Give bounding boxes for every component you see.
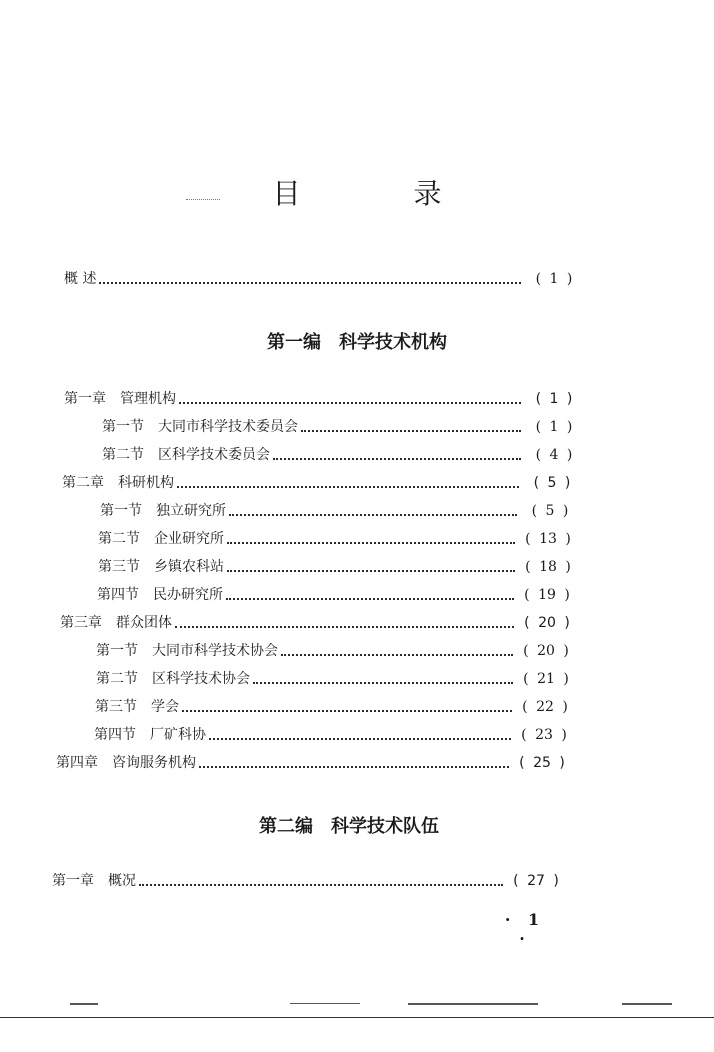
toc-row-chapter[interactable] <box>52 870 566 892</box>
toc-row-chapter[interactable] <box>60 612 577 634</box>
section-number: 第二节 <box>96 671 138 687</box>
toc-page: ( 18 ) <box>525 559 571 575</box>
page-bottom-rule <box>0 1017 714 1018</box>
toc-row-chapter[interactable] <box>62 472 582 494</box>
part-title: 科学技术队伍 <box>331 816 439 837</box>
toc-row-chapter[interactable] <box>56 752 572 774</box>
chapter-number: 第一章 <box>64 391 106 407</box>
leader-dots <box>281 654 513 656</box>
leader-dots <box>227 570 515 572</box>
section-title: 乡镇农科站 <box>154 559 224 575</box>
section-number: 第三节 <box>98 559 140 575</box>
leader-dots <box>175 626 514 628</box>
section-title: 大同市科学技术委员会 <box>158 419 298 435</box>
toc-row-section[interactable] <box>102 416 584 438</box>
section-number: 第一节 <box>96 643 138 659</box>
toc-page: ( 20 ) <box>523 643 569 659</box>
leader-dots <box>182 710 512 712</box>
leader-dots <box>209 738 511 740</box>
leader-dots <box>227 542 515 544</box>
toc-page: ( 1 ) <box>535 271 573 287</box>
toc-page: ( 5 ) <box>533 475 571 491</box>
section-title: 独立研究所 <box>156 503 226 519</box>
toc-row-section[interactable] <box>97 584 577 606</box>
leader-dots <box>177 486 519 488</box>
toc-page: ( 22 ) <box>522 699 568 715</box>
toc-row-section[interactable] <box>98 528 578 550</box>
page-title: 目 录 <box>272 177 494 210</box>
chapter-number: 第四章 <box>56 755 98 771</box>
leader-dots <box>199 766 509 768</box>
chapter-number: 第二章 <box>62 475 104 491</box>
section-title: 企业研究所 <box>154 531 224 547</box>
chapter-number: 第三章 <box>60 615 102 631</box>
toc-page: ( 1 ) <box>535 391 573 407</box>
section-number: 第一节 <box>100 503 142 519</box>
toc-page: ( 1 ) <box>535 419 573 435</box>
toc-row-section[interactable] <box>96 640 576 662</box>
scan-mark <box>622 1003 672 1005</box>
toc-page: ( 23 ) <box>521 727 567 743</box>
toc-page: ( 13 ) <box>525 531 571 547</box>
leader-dots <box>179 402 521 404</box>
leader-dots <box>253 682 513 684</box>
part-heading <box>0 812 714 838</box>
section-number: 第四节 <box>94 727 136 743</box>
section-title: 厂矿科协 <box>150 727 206 743</box>
toc-page: ( 19 ) <box>524 587 570 603</box>
toc-row-section[interactable] <box>102 444 584 466</box>
toc-page: ( 5 ) <box>531 503 569 519</box>
toc-title: 概 述 <box>64 271 97 287</box>
page-number: · 1 · <box>504 910 546 948</box>
toc-row-section[interactable] <box>100 500 580 522</box>
part-number: 第一编 <box>267 332 321 353</box>
leader-dots <box>229 514 517 516</box>
toc-page: ( 27 ) <box>513 873 559 889</box>
chapter-title: 管理机构 <box>120 391 176 407</box>
leader-dots <box>99 282 521 284</box>
leader-dots <box>301 430 521 432</box>
section-title: 区科学技术协会 <box>152 671 250 687</box>
part-title: 科学技术机构 <box>339 332 447 353</box>
toc-page: ( 21 ) <box>523 671 569 687</box>
chapter-title: 咨询服务机构 <box>112 755 196 771</box>
toc-row-section[interactable] <box>95 696 575 718</box>
scan-mark <box>70 1003 98 1005</box>
scan-specks <box>186 199 220 200</box>
section-title: 大同市科学技术协会 <box>152 643 278 659</box>
section-title: 区科学技术委员会 <box>158 447 270 463</box>
toc-row-section[interactable] <box>94 724 574 746</box>
section-number: 第三节 <box>95 699 137 715</box>
toc-row-section[interactable] <box>98 556 578 578</box>
section-number: 第四节 <box>97 587 139 603</box>
chapter-title: 概况 <box>108 873 136 889</box>
chapter-title: 群众团体 <box>116 615 172 631</box>
toc-row-chapter[interactable] <box>64 388 584 410</box>
leader-dots <box>139 884 503 886</box>
chapter-number: 第一章 <box>52 873 94 889</box>
section-title: 民办研究所 <box>153 587 223 603</box>
section-number: 第二节 <box>102 447 144 463</box>
leader-dots <box>226 598 514 600</box>
scan-mark <box>290 1003 360 1004</box>
part-heading <box>0 328 714 354</box>
chapter-title: 科研机构 <box>118 475 174 491</box>
toc-page: ( 4 ) <box>535 447 573 463</box>
section-number: 第一节 <box>102 419 144 435</box>
toc-page: ( 20 ) <box>524 615 570 631</box>
section-number: 第二节 <box>98 531 140 547</box>
leader-dots <box>273 458 521 460</box>
section-title: 学会 <box>151 699 179 715</box>
scan-mark <box>408 1003 538 1005</box>
toc-row-overview[interactable] <box>64 268 584 290</box>
toc-row-section[interactable] <box>96 668 576 690</box>
part-number: 第二编 <box>259 816 313 837</box>
toc-page: ( 25 ) <box>519 755 565 771</box>
